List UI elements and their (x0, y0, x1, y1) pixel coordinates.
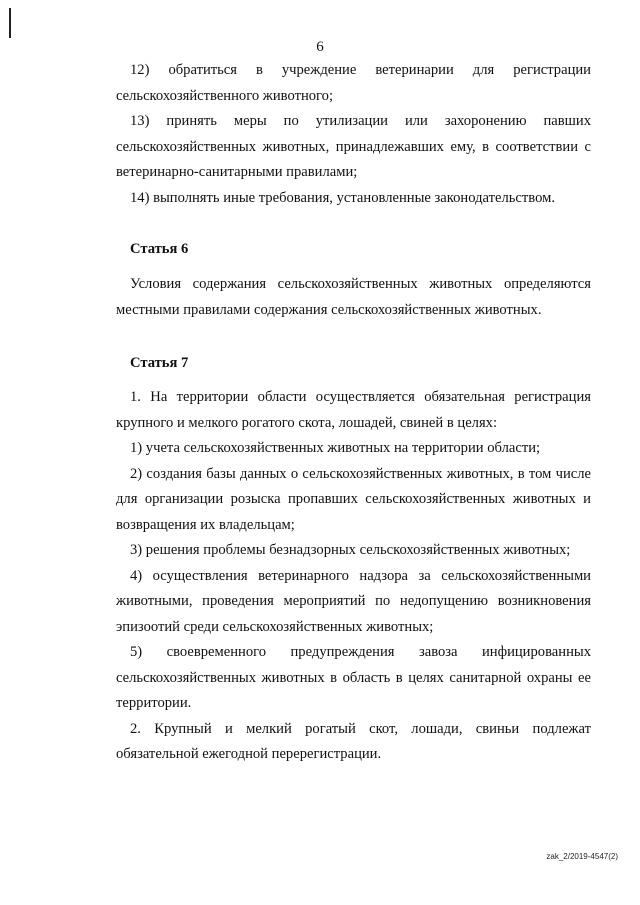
list-item: 13) принять меры по утилизации или захоронению павших сельскохозяйственных животных, принадлежавших ему, в соответствии с ветеринарно-санитарными правилами; (116, 113, 591, 180)
article-6-body (116, 272, 591, 323)
scan-margin-mark (9, 8, 11, 38)
list-top (116, 58, 591, 211)
paragraph: 1) учета сельскохозяйственных животных на территории области; (130, 440, 541, 456)
paragraph: 2) создания базы данных о сельскохозяйственных животных, в том числе для организации розыска пропавших сельскохозяйственных животных и возвращения их владельцам; (116, 465, 591, 533)
paragraph: 3) решения проблемы безнадзорных сельскохозяйственных животных; (130, 542, 571, 558)
page-number: 6 (316, 39, 324, 55)
paragraph: 5) своевременного предупреждения завоза инфицированных сельскохозяйственных животных в область в целях санитарной охраны ее территории. (116, 644, 591, 711)
paragraph: 1. На территории области осуществляется обязательная регистрация крупного и мелкого рогатого скота, лошадей, свиней в целях: (116, 389, 591, 431)
footer-code: zak_2/2019-4547(2) (546, 852, 618, 861)
list-item: 12) обратиться в учреждение ветеринарии для регистрации сельскохозяйственного животного; (116, 62, 591, 104)
paragraph: 4) осуществления ветеринарного надзора за сельскохозяйственными животными, проведения мероприятий по недопущению возникновения эпизоотий среди сельскохозяйственных животных; (116, 567, 591, 635)
article-6-heading: Статья 6 (130, 241, 189, 257)
paragraph: 2. Крупный и мелкий рогатый скот, лошади, свиньи подлежат обязательной ежегодной перерегистрации. (116, 720, 591, 762)
article-7-heading: Статья 7 (130, 355, 189, 371)
list-item: 14) выполнять иные требования, установленные законодательством. (130, 189, 555, 206)
article-7-body (116, 385, 591, 768)
article-6-text: Условия содержания сельскохозяйственных животных определяются местными правилами содержания сельскохозяйственных животных. (116, 276, 591, 318)
